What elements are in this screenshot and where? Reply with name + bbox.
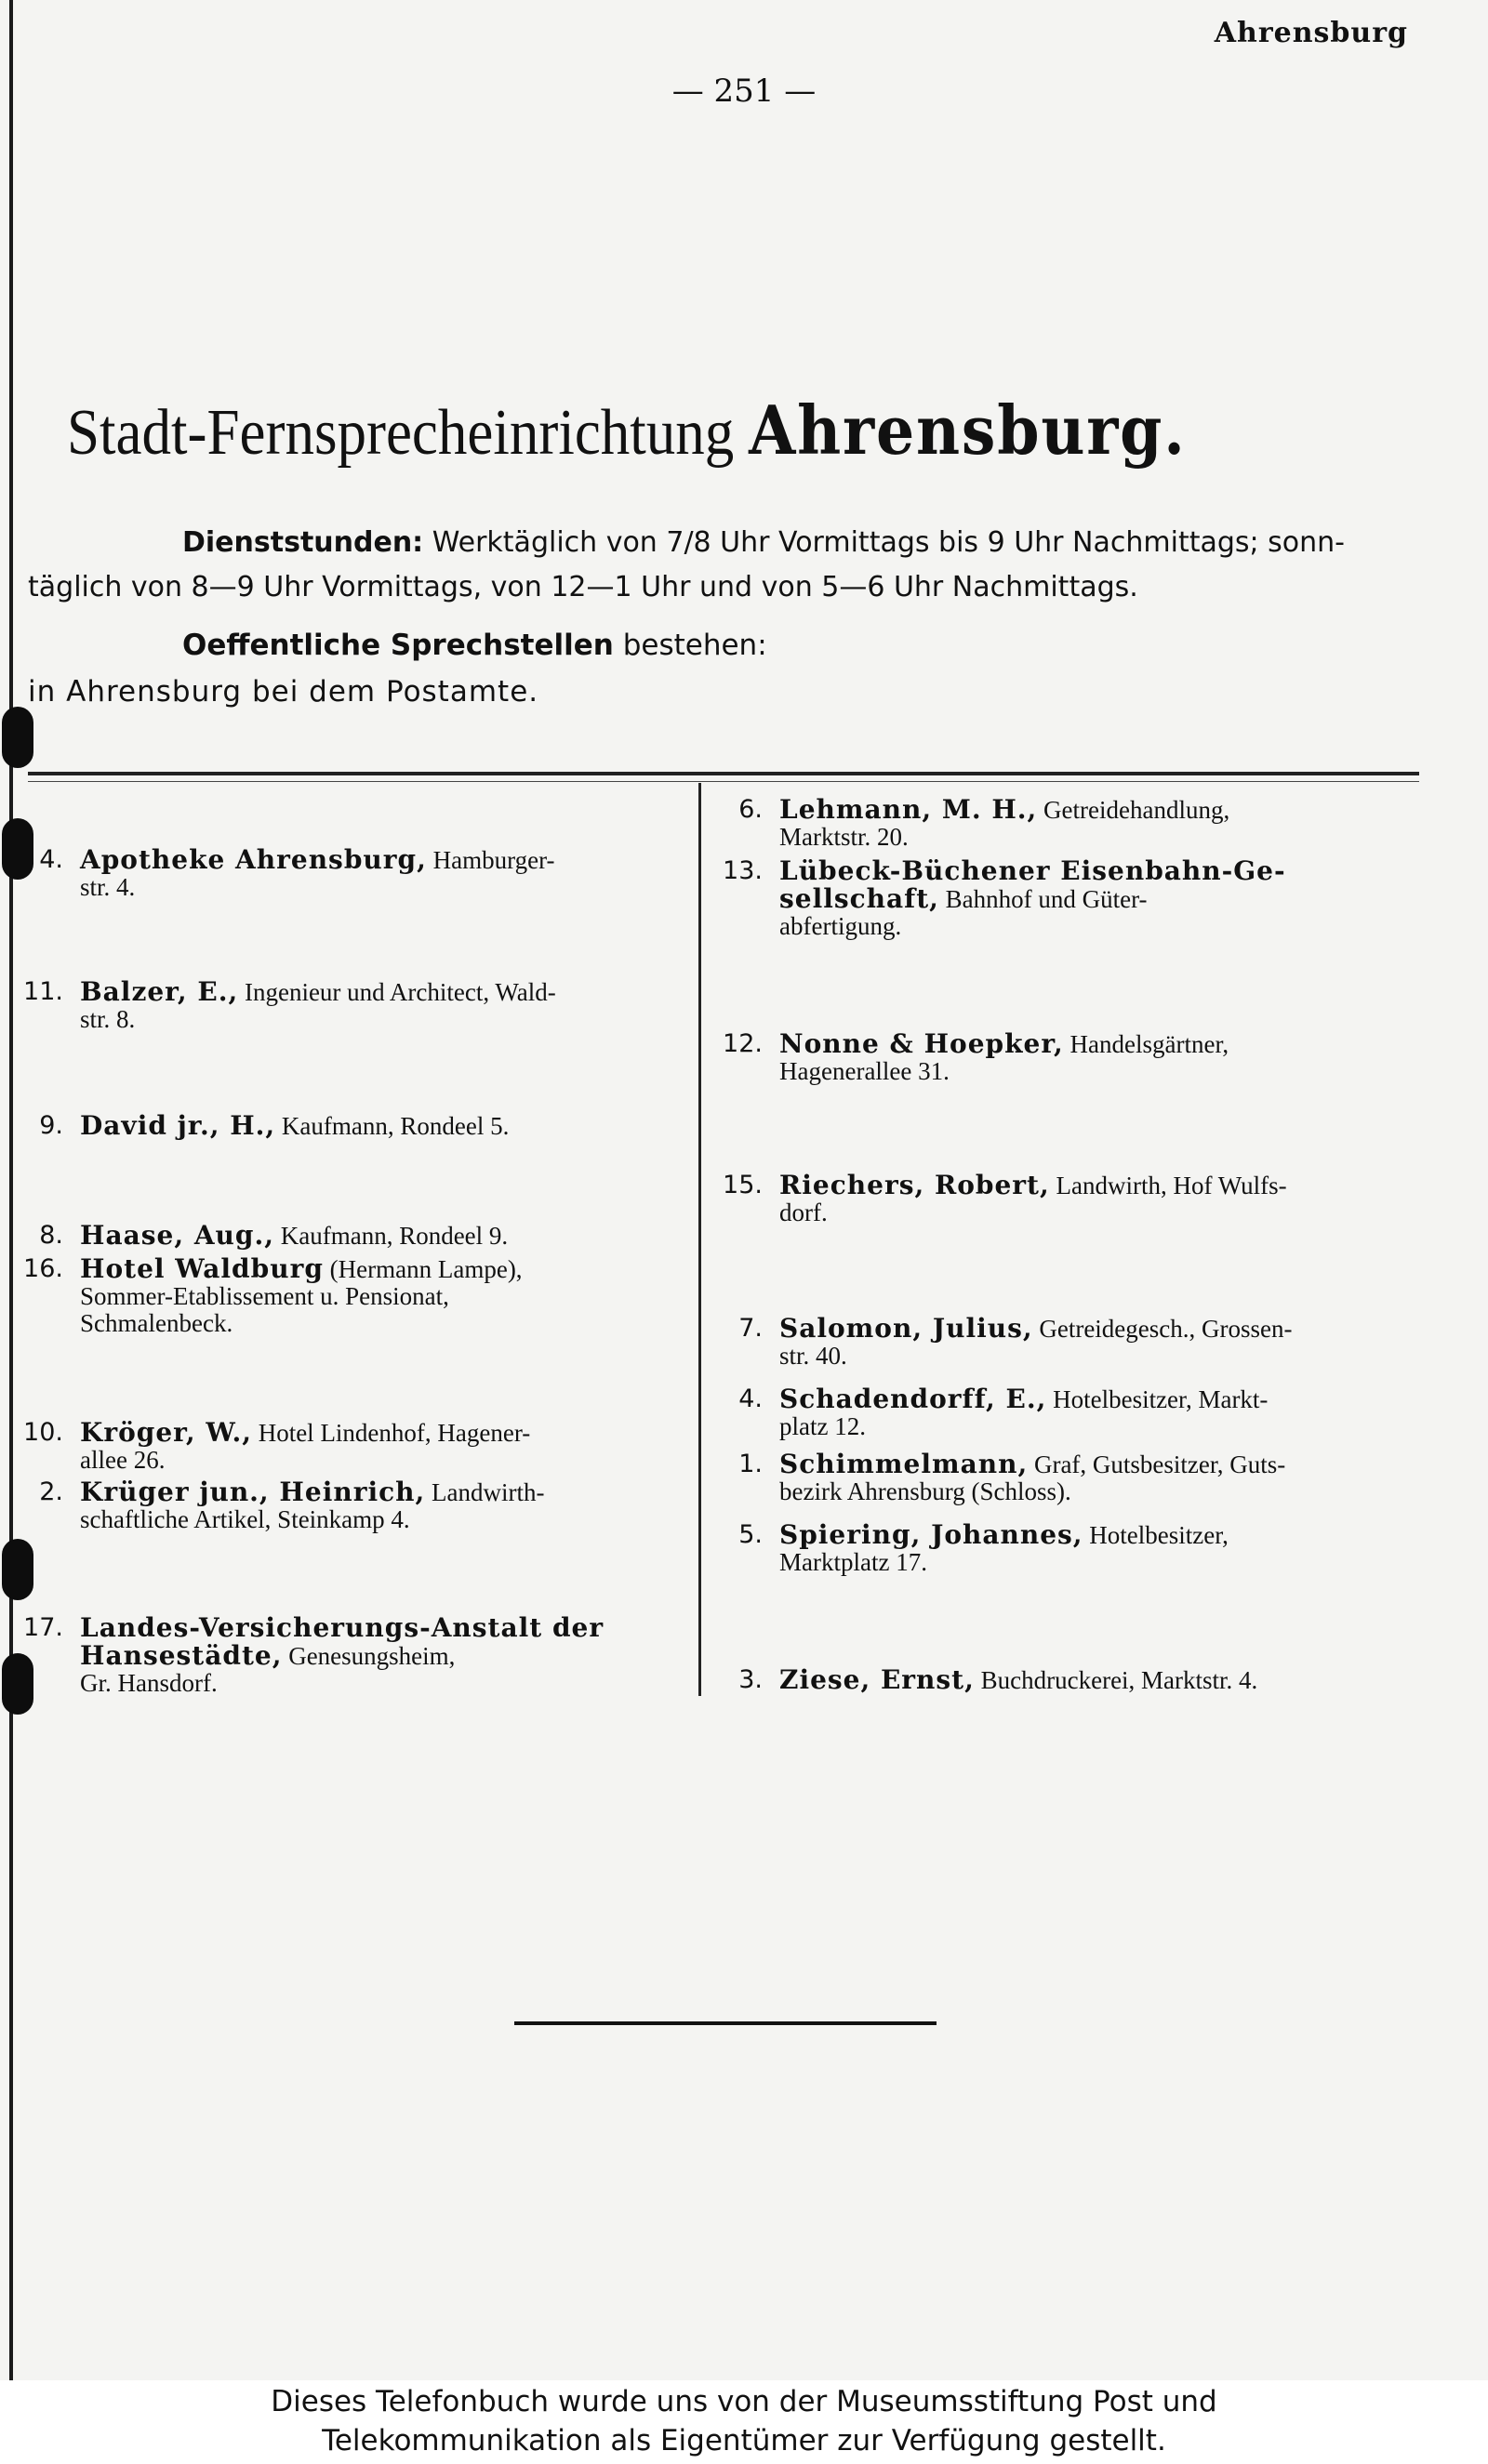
subscriber-name: Schimmelmann, [779, 1449, 1029, 1479]
directory-entry [699, 857, 1425, 940]
entry-continuation [699, 1058, 1425, 1085]
subscriber-address: platz 12. [779, 1412, 866, 1440]
subscriber-details: (Hermann Lampe), [323, 1255, 523, 1283]
directory-entry [0, 1478, 694, 1533]
directory-entry [699, 1030, 1425, 1085]
entry-first-line [699, 1172, 1425, 1199]
entry-first-line [0, 1112, 694, 1140]
service-hours-line2: täglich von 8—9 Uhr Vormittags, von 12—1 Uhr und von 5—6 Uhr Nachmittags. [28, 571, 1138, 603]
entry-number: 13. [723, 856, 763, 885]
entry-first-line [0, 1614, 694, 1642]
entry-text [779, 1385, 1425, 1413]
entry-first-line [699, 857, 1425, 885]
page-title [67, 391, 1187, 470]
entry-number: 2. [39, 1477, 63, 1506]
subscriber-address: schaftliche Artikel, Steinkamp 4. [80, 1505, 410, 1533]
subscriber-name: Landes-Versicherungs-Anstalt der [80, 1612, 604, 1643]
entry-number: 11. [23, 977, 63, 1006]
subscriber-name: Balzer, E., [80, 976, 239, 1007]
entry-continuation [0, 1006, 694, 1033]
directory-entry [699, 1315, 1425, 1370]
binding-hole [2, 707, 33, 768]
entry-number: 17. [23, 1613, 63, 1642]
entry-text [80, 846, 694, 874]
subscriber-name: Salomon, Julius, [779, 1313, 1033, 1344]
entry-text [80, 1112, 694, 1140]
subscriber-address: Sommer-Etablissement u. Pensionat, [80, 1282, 449, 1310]
footer-line-2: Telekommunikation als Eigentümer zur Verfügung gestellt. [322, 2424, 1166, 2457]
directory-entry [699, 1521, 1425, 1576]
subscriber-name: Nonne & Hoepker, [779, 1028, 1064, 1059]
entry-number: 4. [738, 1384, 763, 1413]
entry-continuation [699, 824, 1425, 851]
subscriber-name: Haase, Aug., [80, 1220, 274, 1251]
entry-first-line [0, 1222, 694, 1250]
directory-entry [699, 1172, 1425, 1226]
entry-first-line [699, 1030, 1425, 1058]
subscriber-address: Genesungsheim, [282, 1642, 456, 1670]
entry-continuation [699, 1478, 1425, 1505]
binding-hole [2, 1539, 33, 1600]
directory-entry [699, 1451, 1425, 1505]
subscriber-details: Getreidehandlung, [1037, 796, 1230, 824]
public-stations-location: in Ahrensburg bei dem Postamte. [28, 675, 539, 709]
entry-first-line [699, 1385, 1425, 1413]
entry-number: 15. [723, 1171, 763, 1199]
entry-continuation: abfertigung. [779, 912, 902, 940]
entry-text [80, 1478, 694, 1506]
subscriber-address: Bahnhof und Güter- [938, 885, 1148, 913]
directory-entry [0, 1419, 694, 1474]
directory-entry [699, 1666, 1425, 1694]
directory-entry [699, 1385, 1425, 1440]
entry-continuation [0, 1447, 694, 1474]
subscriber-address: str. 4. [80, 873, 136, 901]
subscriber-details: Landwirth- [425, 1478, 545, 1506]
entry-number: 3. [738, 1665, 763, 1694]
entry-continuation [699, 1549, 1425, 1576]
subscriber-name: Hotel Waldburg [80, 1253, 324, 1284]
subscriber-name: Schadendorff, E., [779, 1384, 1047, 1414]
subscriber-details: Buchdruckerei, Marktstr. 4. [974, 1666, 1258, 1694]
entry-first-line [699, 1521, 1425, 1549]
subscriber-address: allee 26. [80, 1446, 166, 1474]
entry-number: 10. [23, 1418, 63, 1447]
subscriber-address: bezirk Ahrensburg (Schloss). [779, 1477, 1071, 1505]
subscriber-name: Ziese, Ernst, [779, 1664, 975, 1695]
subscriber-details: Ingenieur und Architect, Wald- [238, 978, 556, 1006]
entry-first-line [0, 846, 694, 874]
entry-number: 6. [738, 795, 763, 824]
subscriber-details: Hotelbesitzer, Markt- [1046, 1385, 1269, 1413]
public-stations-lead: Oeffentliche Sprechstellen [182, 629, 614, 662]
entry-text [80, 1255, 694, 1283]
entry-continuation [0, 1506, 694, 1533]
entry-number: 8. [39, 1221, 63, 1250]
subscriber-name: Riechers, Robert, [779, 1170, 1050, 1200]
entry-text [779, 857, 1425, 885]
footer-notice [0, 2380, 1488, 2464]
subscriber-name: Spiering, Johannes, [779, 1519, 1083, 1550]
entry-continuation: Gr. Hansdorf. [80, 1669, 218, 1697]
entry-text [779, 1521, 1425, 1549]
entry-first-line [699, 1451, 1425, 1478]
entry-text [779, 1666, 1425, 1694]
subscriber-details: Handelsgärtner, [1063, 1030, 1229, 1058]
subscriber-details: Getreidegesch., Grossen- [1032, 1315, 1293, 1343]
title-plain: Stadt-Fernsprecheinrichtung [67, 397, 735, 469]
entry-number: 12. [723, 1029, 763, 1058]
footer-line-1: Dieses Telefonbuch wurde uns von der Museumsstiftung Post und [271, 2385, 1217, 2418]
entry-number: 4. [39, 845, 63, 874]
subscriber-address: str. 8. [80, 1005, 136, 1033]
top-rule [28, 772, 1419, 775]
entry-text [80, 1222, 694, 1250]
subscriber-details: Landwirth, Hof Wulfs- [1049, 1172, 1287, 1199]
entry-number: 7. [738, 1314, 763, 1343]
entry-number: 5. [738, 1520, 763, 1549]
entry-first-line [0, 1419, 694, 1447]
entry-continuation [0, 1642, 694, 1670]
entry-continuation [699, 885, 1425, 913]
subscriber-details: Graf, Gutsbesitzer, Guts- [1028, 1451, 1286, 1478]
entry-continuation: Schmalenbeck. [80, 1309, 233, 1337]
subscriber-name: David jr., H., [80, 1110, 276, 1141]
subscriber-address: Marktstr. 20. [779, 823, 909, 851]
subscriber-name: Krüger jun., Heinrich, [80, 1477, 426, 1507]
entry-continuation [699, 1343, 1425, 1370]
public-stations-heading [182, 629, 767, 662]
entry-number: 1. [738, 1450, 763, 1478]
entry-text [80, 1614, 694, 1642]
entry-first-line [699, 1666, 1425, 1694]
page-number: — 251 — [671, 73, 817, 110]
running-head: Ahrensburg [1214, 17, 1408, 49]
entry-text [779, 796, 1425, 824]
title-town: Ahrensburg. [749, 391, 1187, 470]
entry-text [779, 1451, 1425, 1478]
subscriber-details: Kaufmann, Rondeel 5. [275, 1112, 510, 1140]
entry-text [779, 1172, 1425, 1199]
entry-first-line [699, 796, 1425, 824]
entry-text [779, 1030, 1425, 1058]
entry-first-line [699, 1315, 1425, 1343]
directory-entry [0, 1222, 694, 1250]
subscriber-name: Kröger, W., [80, 1417, 252, 1448]
entry-first-line [0, 978, 694, 1006]
entry-text [80, 1419, 694, 1447]
subscriber-address: Hagenerallee 31. [779, 1057, 950, 1085]
top-rule-thin [28, 781, 1419, 782]
entry-number: 9. [39, 1111, 63, 1140]
entry-continuation [699, 1413, 1425, 1440]
service-hours [28, 521, 1404, 610]
subscriber-name: Apotheke Ahrensburg, [80, 844, 427, 875]
subscriber-address: dorf. [779, 1199, 828, 1226]
subscriber-name: Lehmann, M. H., [779, 794, 1038, 825]
subscriber-name-continued: sellschaft, [779, 883, 939, 914]
binding-edge [9, 0, 13, 2380]
entry-text [779, 1315, 1425, 1343]
subscriber-details: Kaufmann, Rondeel 9. [273, 1222, 509, 1250]
subscriber-name: Lübeck-Büchener Eisenbahn-Ge- [779, 855, 1286, 886]
directory-entry [0, 1614, 694, 1697]
entry-number: 16. [23, 1254, 63, 1283]
service-hours-lead: Dienststunden: [182, 526, 424, 559]
entry-first-line [0, 1255, 694, 1283]
directory-entry [0, 1255, 694, 1337]
directory-entry [0, 1112, 694, 1140]
entry-text [80, 978, 694, 1006]
entry-continuation [699, 1199, 1425, 1226]
subscriber-name-continued: Hansestädte, [80, 1640, 283, 1671]
entry-continuation [0, 874, 694, 901]
subscriber-address: str. 40. [779, 1342, 847, 1370]
end-rule [514, 2021, 937, 2025]
subscriber-details: Hotel Lindenhof, Hagener- [251, 1419, 531, 1447]
public-stations-rest: bestehen: [613, 629, 767, 662]
subscriber-details: Hamburger- [426, 846, 555, 874]
service-hours-line1: Werktäglich von 7/8 Uhr Vormittags bis 9 Uhr Nachmittags; sonn- [423, 526, 1346, 559]
entry-continuation [0, 1283, 694, 1310]
directory-entry [0, 978, 694, 1033]
subscriber-address: Marktplatz 17. [779, 1548, 927, 1576]
entry-first-line [0, 1478, 694, 1506]
directory-entry [699, 796, 1425, 851]
subscriber-details: Hotelbesitzer, [1083, 1521, 1229, 1549]
directory-entry [0, 846, 694, 901]
